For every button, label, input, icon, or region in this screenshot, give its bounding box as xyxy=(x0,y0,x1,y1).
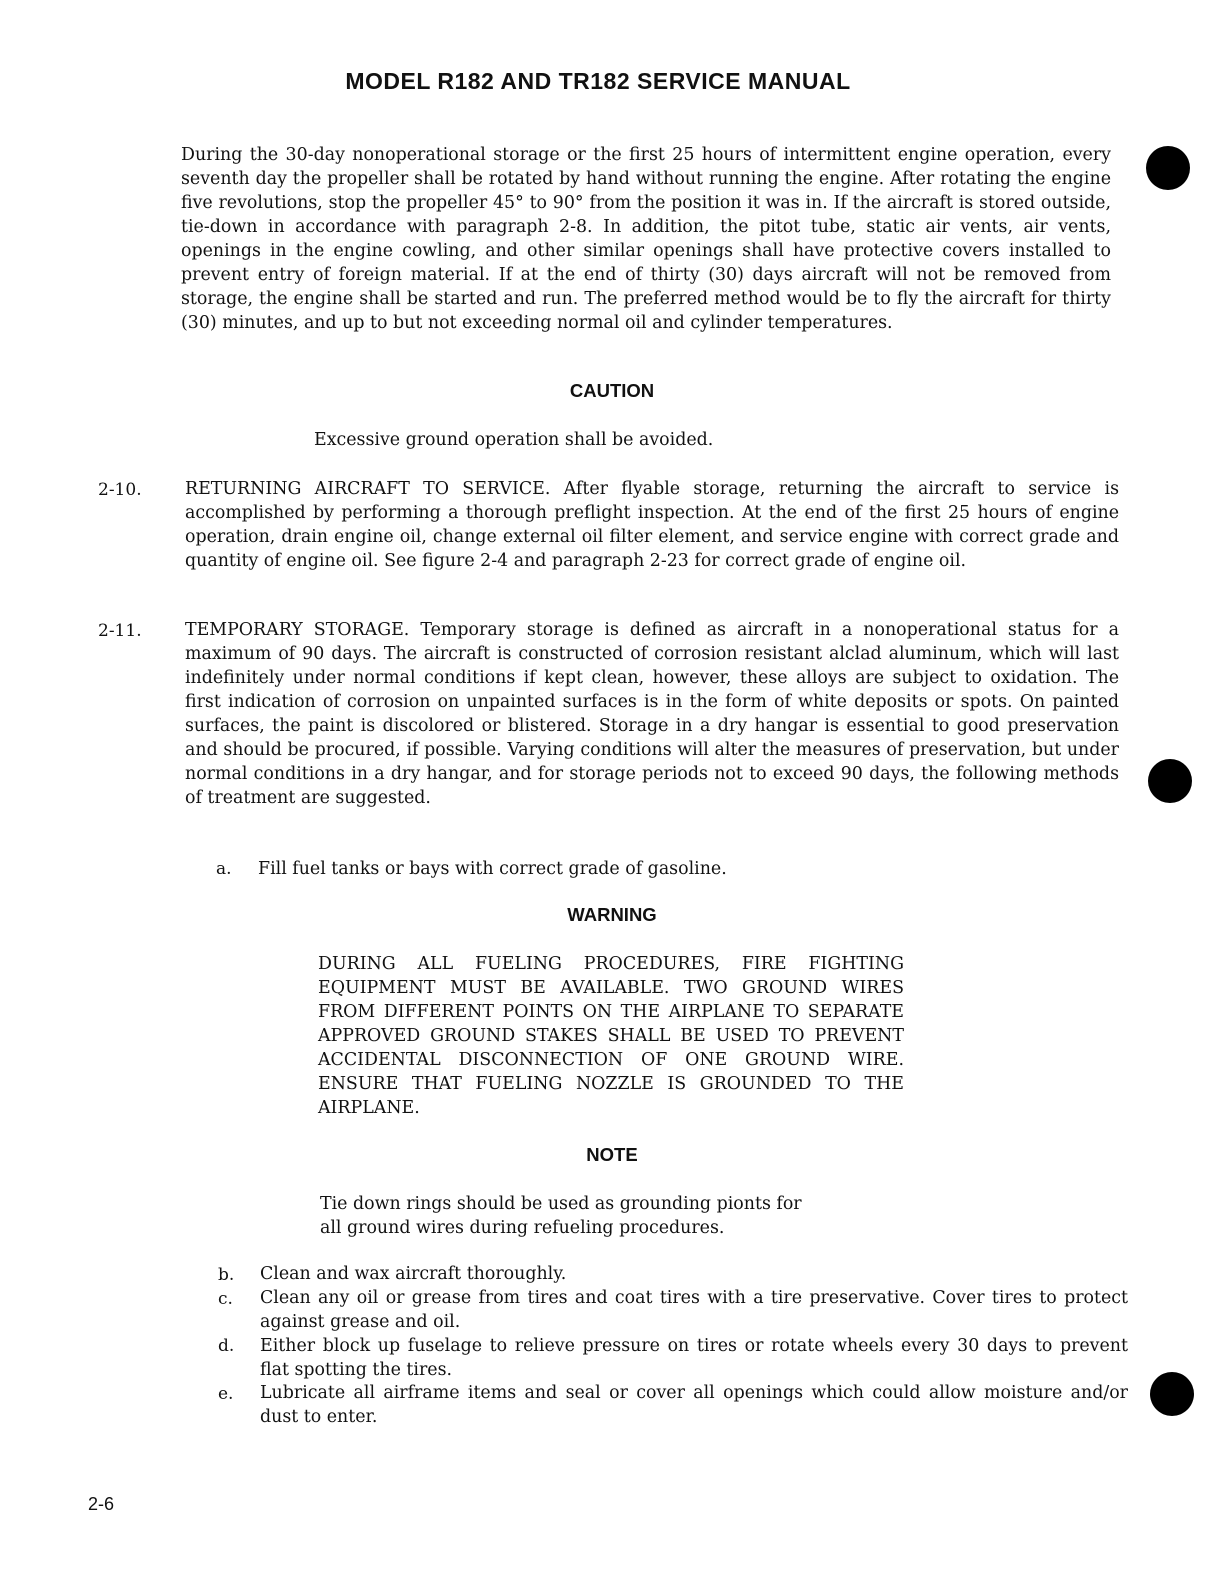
paragraph-number-2-11: 2-11. xyxy=(98,621,142,641)
step-c-letter: c. xyxy=(218,1289,233,1309)
page-number: 2-6 xyxy=(88,1494,115,1514)
revision-marker-2 xyxy=(1148,759,1192,803)
warning-text: DURING ALL FUELING PROCEDURES, FIRE FIGHTING EQUIPMENT MUST BE AVAILABLE. TWO GROUND WIRES FROM DIFFERENT POINTS ON THE AIRPLANE TO SEPARATE APPROVED GROUND STAKES SHALL BE USED TO PREVENT ACCIDENTAL DISCONNECTION OF ONE GROUND WIRE. ENSURE THAT FUELING NOZZLE IS GROUNDED TO THE AIRPLANE. xyxy=(318,954,904,1118)
revision-marker-3 xyxy=(1150,1372,1194,1416)
warning-heading: WARNING xyxy=(567,904,657,925)
note-heading: NOTE xyxy=(586,1144,638,1165)
paragraph-2-10: RETURNING AIRCRAFT TO SERVICE. After flyable storage, returning the aircraft to service is accomplished by performing a thorough preflight inspection. At the end of the first 25 hours of engine operation, drain engine oil, change external oil filter element, and service engine with correct grade and quantity of engine oil. See figure 2-4 and paragraph 2-23 for correct grade of engine oil. xyxy=(185,479,1119,571)
paragraph-2-11: TEMPORARY STORAGE. Temporary storage is defined as aircraft in a nonoperational status for a maximum of 90 days. The aircraft is constructed of corrosion resistant alclad aluminum, which will last indefinitely under normal conditions if kept clean, however, these alloys are subject to oxidation. The first indication of corrosion on unpainted surfaces is in the form of white deposits or spots. On painted surfaces, the paint is discolored or blistered. Storage in a dry hangar is essential to good preservation and should be procured, if possible. Varying conditions will alter the measures of preservation, but under normal conditions in a dry hangar, and for storage periods not to exceed 90 days, the following methods of treatment are suggested. xyxy=(185,620,1119,808)
step-d-text: Either block up fuselage to relieve pressure on tires or rotate wheels every 30 days to prevent flat spotting the tires. xyxy=(260,1336,1128,1380)
page-title: MODEL R182 AND TR182 SERVICE MANUAL xyxy=(345,68,851,94)
step-a-letter: a. xyxy=(216,859,232,879)
step-b-text: Clean and wax aircraft thoroughly. xyxy=(260,1264,567,1284)
paragraph-number-2-10: 2-10. xyxy=(98,480,142,500)
step-e-text: Lubricate all airframe items and seal or cover all openings which could allow moisture and/or dust to enter. xyxy=(260,1383,1128,1427)
step-a-text: Fill fuel tanks or bays with correct grade of gasoline. xyxy=(258,859,727,879)
step-c-text: Clean any oil or grease from tires and coat tires with a tire preservative. Cover tires to protect against grease and oil. xyxy=(260,1288,1128,1332)
note-text: Tie down rings should be used as grounding pionts for all ground wires during refueling procedures. xyxy=(320,1194,802,1238)
step-d-letter: d. xyxy=(218,1336,235,1356)
intro-paragraph: During the 30-day nonoperational storage or the first 25 hours of intermittent engine operation, every seventh day the propeller shall be rotated by hand without running the engine. After rotating the engine five revolutions, stop the propeller 45° to 90° from the position it was in. If the aircraft is stored outside, tie-down in accordance with paragraph 2-8. In addition, the pitot tube, static air vents, air vents, openings in the engine cowling, and other similar openings shall have protective covers installed to prevent entry of foreign material. If at the end of thirty (30) days aircraft will not be removed from storage, the engine shall be started and run. The preferred method would be to fly the aircraft for thirty (30) minutes, and up to but not exceeding normal oil and cylinder temperatures. xyxy=(181,145,1111,333)
step-e-letter: e. xyxy=(218,1384,234,1404)
caution-heading: CAUTION xyxy=(569,380,655,401)
caution-text: Excessive ground operation shall be avoided. xyxy=(314,430,714,450)
step-b-letter: b. xyxy=(218,1265,235,1285)
revision-marker-1 xyxy=(1146,146,1190,190)
